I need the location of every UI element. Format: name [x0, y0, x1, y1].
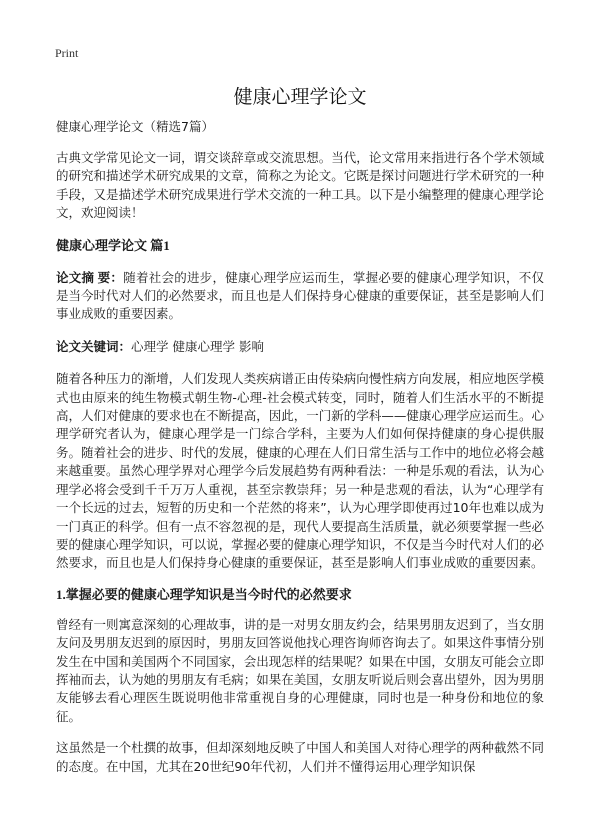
document-title: 健康心理学论文 — [233, 86, 367, 108]
abstract-text: 随着社会的进步，健康心理学应运而生，掌握必要的健康心理学知识，不仅是当今时代对人们的必然要求，而且也是人们保持身心健康的重要保证，甚至是影响人们事业成败的重要因素。 — [56, 269, 544, 322]
intro-paragraph: 古典文学常见论文一词，谓交谈辞章或交流思想。当代，论文常用来指进行各个学术领域的研究和描述学术研究成果的文章，简称之为论文。它既是探讨问题进行学术研究的一种手段，又是描述学术研究成果进行学术交流的一种工具。以下是小编整理的健康心理学论文，欢迎阅读！ — [56, 150, 544, 221]
abstract-paragraph — [56, 269, 544, 324]
body-paragraph: 随着各种压力的渐增，人们发现人类疾病谱正由传染病向慢性病方向发展，相应地医学模式也由原来的纯生物模式朝生物-心理-社会模式转变，同时，随着人们生活水平的不断提高，人们对健康的要求也在不断提高，因此，一门新的学科——健康心理学应运而生。心理学研究者认为，健康心理学是一门综合学科，主要为人们如何保持健康的身心提供服务。随着社会的进步、时代的发展，健康的心理在人们日常生活与工作中的地位必将会越来越重要。虽然心理学界对心理学今后发展趋势有两种看法：一种是乐观的看法，认为心理学必将会受到千千万万人重视，甚至宗教崇拜；另一种是悲观的看法，认为“心理学有一个长远的过去，短暂的历史和一个茫然的将来”，认为心理学即使再过10年也难以成为一门真正的科学。但有一点不容忽视的是，现代人要提高生活质量，就必须要掌握一些必要的健康心理学知识，可以说，掌握必要的健康心理学知识，不仅是当今时代对人们的必然要求，而且也是人们保持身心健康的重要保证，甚至是影响人们事业成败的重要因素。 — [56, 371, 544, 571]
keywords-label: 论文关键词： — [56, 339, 132, 354]
document-subtitle: 健康心理学论文（精选7篇） — [56, 119, 214, 134]
section-heading: 健康心理学论文 篇1 — [56, 237, 170, 253]
print-link[interactable]: Print — [55, 46, 79, 60]
abstract-label: 论文摘 要： — [56, 270, 124, 285]
subsection-heading: 1.掌握必要的健康心理学知识是当今时代的必然要求 — [56, 586, 352, 602]
comparison-paragraph: 这虽然是一个杜撰的故事，但却深刻地反映了中国人和美国人对待心理学的两种截然不同的态度。在中国，尤其在20世纪90年代初，人们并不懂得运用心理学知识保 — [56, 740, 544, 774]
keywords-paragraph — [56, 338, 544, 356]
keywords-text: 心理学 健康心理学 影响 — [131, 338, 264, 354]
document-content — [56, 118, 544, 789]
story-paragraph: 曾经有一则寓意深刻的心理故事，讲的是一对男女朋友约会，结果男朋友迟到了，当女朋友问及男朋友迟到的原因时，男朋友回答说他找心理咨询师咨询去了。如果这件事情分别发生在中国和美国两个不同国家，会出现怎样的结果呢？如果在中国，女朋友可能会立即挥袖而去，认为她的男朋友有毛病；如果在美国，女朋友听说后则会喜出望外，因为男朋友能够去看心理医生既说明他非常重视自身的心理健康，同时也是一种身份和地位的象征。 — [56, 616, 544, 724]
